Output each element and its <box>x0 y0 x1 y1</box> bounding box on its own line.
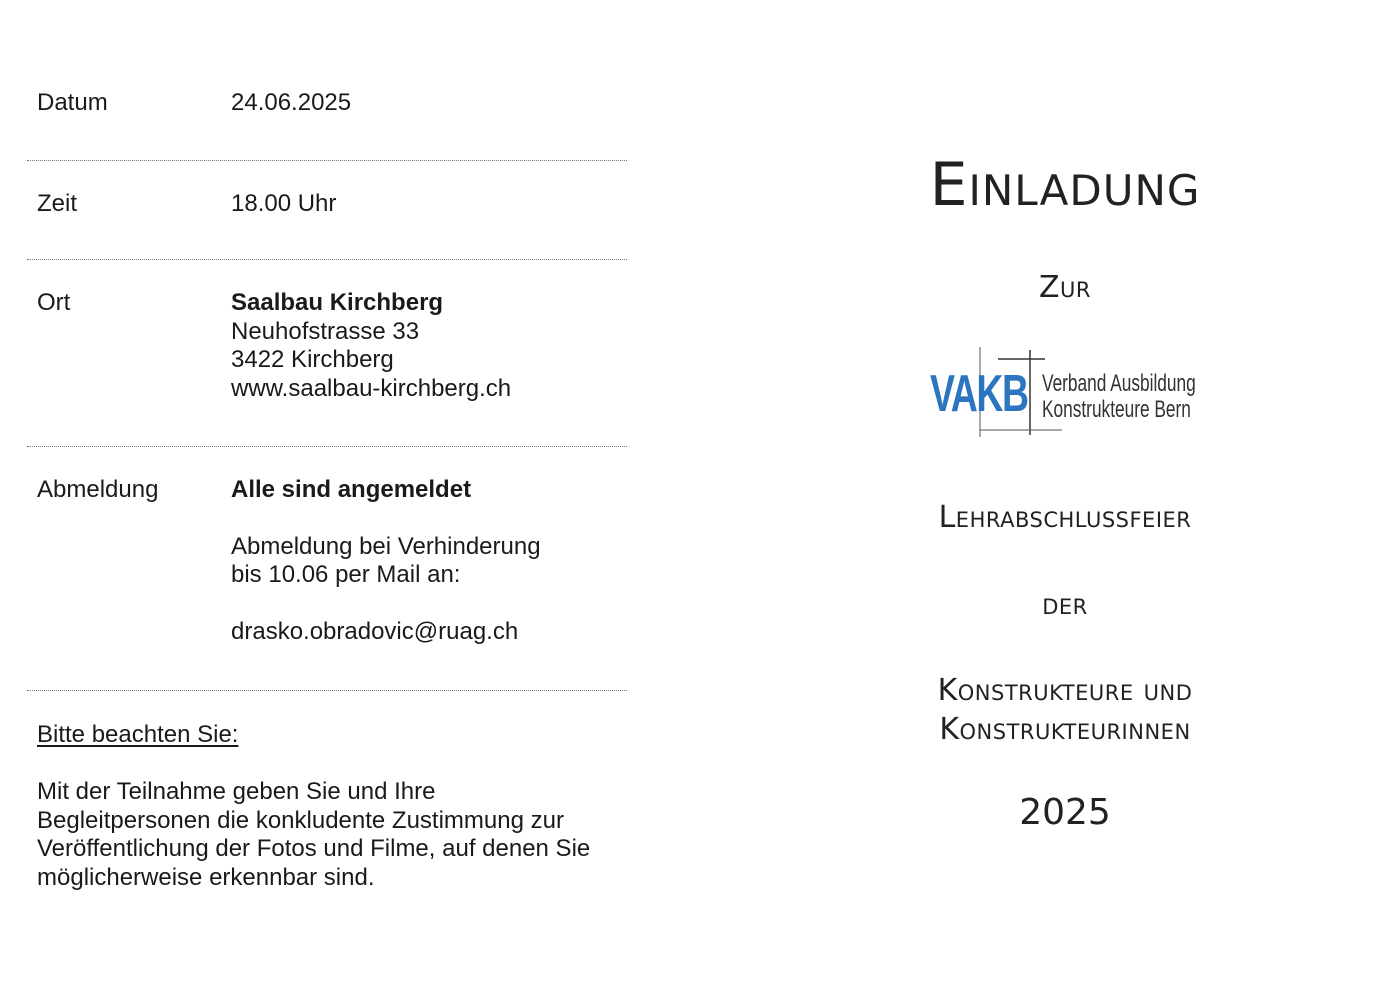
venue-name: Saalbau Kirchberg <box>231 289 444 316</box>
abmeldung-line2: bis 10.06 per Mail an: <box>231 561 461 588</box>
notice-line: Mit der Teilnahme geben Sie und Ihre <box>37 778 436 805</box>
logo-line2: Konstrukteure Bern <box>1042 396 1191 423</box>
notice-line: möglicherweise erkennbar sind. <box>37 863 375 891</box>
event-title: Lehrabschlussfeier <box>938 500 1192 535</box>
ort-address <box>231 289 511 403</box>
logo-line1: Verband Ausbildung <box>1042 370 1196 397</box>
divider <box>27 259 627 260</box>
notice-text <box>37 778 637 892</box>
notice-line: Veröffentlichung der Fotos und Filme, auf denen Sie <box>37 835 591 862</box>
divider <box>27 446 627 447</box>
group-line1: Konstrukteure und <box>937 673 1193 708</box>
zeit-label: Zeit <box>37 190 78 217</box>
venue-website[interactable]: www.saalbau-kirchberg.ch <box>231 374 512 402</box>
group-line2: Konstrukteurinnen <box>939 712 1191 747</box>
divider <box>27 160 627 161</box>
zeit-value: 18.00 Uhr <box>231 190 337 217</box>
divider <box>27 690 627 691</box>
year-text: 2025 <box>1019 792 1111 833</box>
abmeldung-email[interactable]: drasko.obradovic@ruag.ch <box>231 617 519 645</box>
abmeldung-line1: Abmeldung bei Verhinderung <box>231 532 541 560</box>
abmeldung-headline: Alle sind angemeldet <box>231 476 472 503</box>
notice-line: Begleitpersonen die konkludente Zustimmung zur <box>37 806 564 834</box>
der-text: der <box>1042 587 1088 622</box>
venue-street: Neuhofstrasse 33 <box>231 317 420 345</box>
invitation-title: Einladung <box>929 150 1201 220</box>
datum-label: Datum <box>37 89 108 116</box>
group-text <box>760 671 1370 749</box>
ort-label: Ort <box>37 289 71 316</box>
venue-city: 3422 Kirchberg <box>231 346 394 373</box>
notice-heading: Bitte beachten Sie: <box>37 721 239 748</box>
abmeldung-info <box>231 476 541 646</box>
datum-value: 24.06.2025 <box>231 89 352 116</box>
zur-text: Zur <box>1038 270 1091 305</box>
logo-wordmark: VAKB <box>930 365 1028 423</box>
abmeldung-label: Abmeldung <box>37 476 159 503</box>
